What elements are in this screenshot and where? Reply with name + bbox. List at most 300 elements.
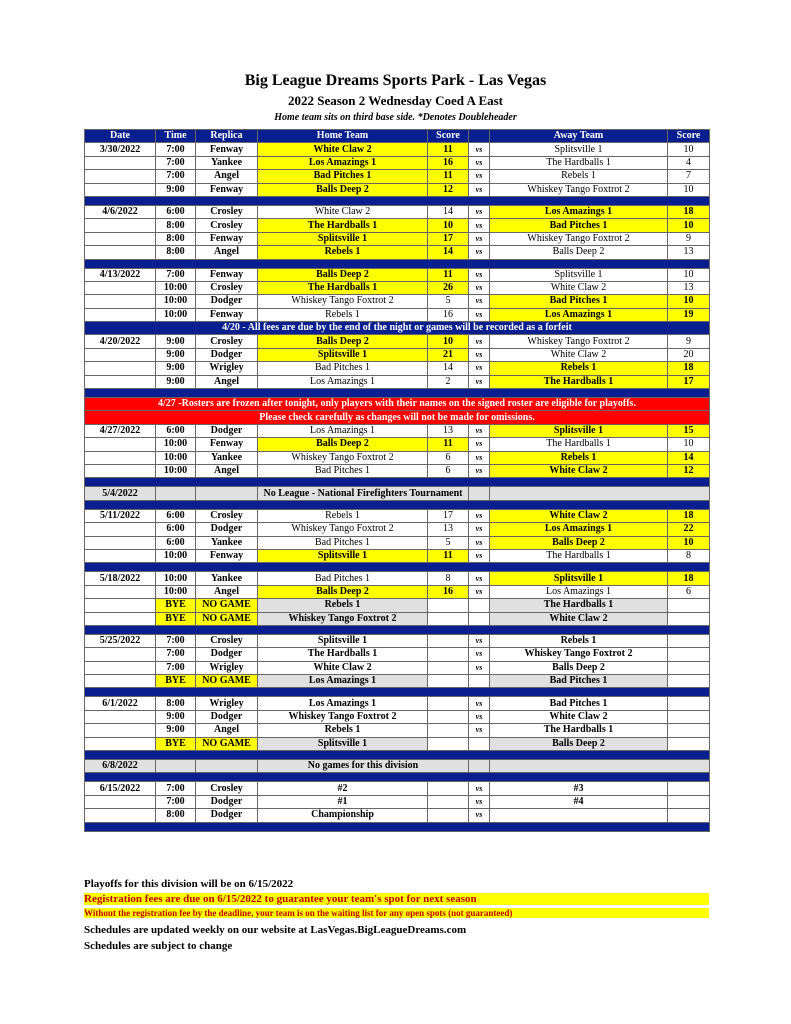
home-team: Balls Deep 2 (258, 335, 428, 348)
empty-cell (196, 760, 258, 773)
home-score: 6 (428, 451, 469, 464)
separator-cell (85, 259, 710, 268)
away-team: Rebels 1 (490, 362, 668, 375)
game-time: 7:00 (156, 648, 196, 661)
field-name: Yankee (196, 572, 258, 585)
field-name: Dodger (196, 424, 258, 437)
week-separator (85, 751, 710, 760)
home-score: 13 (428, 523, 469, 536)
away-team: Whiskey Tango Foxtrot 2 (490, 183, 668, 196)
home-score: 16 (428, 308, 469, 321)
away-score (668, 809, 710, 822)
away-team: Bad Pitches 1 (490, 219, 668, 232)
game-time: 10:00 (156, 438, 196, 451)
game-time: 7:00 (156, 795, 196, 808)
separator-cell (85, 688, 710, 697)
game-date (85, 308, 156, 321)
game-date (85, 362, 156, 375)
vs-label: vs (469, 724, 490, 737)
away-score: 10 (668, 295, 710, 308)
away-score (668, 661, 710, 674)
schedule-table (84, 129, 710, 832)
game-date (85, 795, 156, 808)
field-name: Dodger (196, 795, 258, 808)
game-row (85, 634, 710, 647)
vs-label: vs (469, 143, 490, 156)
home-score: 12 (428, 183, 469, 196)
away-team: Los Amazings 1 (490, 523, 668, 536)
away-team: Los Amazings 1 (490, 308, 668, 321)
vs-label: vs (469, 335, 490, 348)
away-team: The Hardballs 1 (490, 724, 668, 737)
separator-cell (85, 196, 710, 205)
game-row (85, 438, 710, 451)
game-row (85, 509, 710, 522)
vs-label: vs (469, 572, 490, 585)
no-game-label: NO GAME (196, 737, 258, 750)
home-score: 10 (428, 335, 469, 348)
away-score (668, 675, 710, 688)
field-name: Angel (196, 170, 258, 183)
game-time: 6:00 (156, 523, 196, 536)
away-team: #4 (490, 795, 668, 808)
field-name: Dodger (196, 348, 258, 361)
away-score (668, 697, 710, 710)
away-score: 10 (668, 438, 710, 451)
field-name: Fenway (196, 268, 258, 281)
home-score: 14 (428, 362, 469, 375)
no-game-label: NO GAME (196, 612, 258, 625)
playoffs-note: Playoffs for this division will be on 6/15/2022 (84, 878, 294, 890)
away-score: 9 (668, 232, 710, 245)
away-team: White Claw 2 (490, 710, 668, 723)
vs-label: vs (469, 634, 490, 647)
game-row (85, 308, 710, 321)
header-vs (469, 130, 490, 143)
game-row (85, 549, 710, 562)
empty-cell (490, 487, 710, 500)
vs-label: vs (469, 438, 490, 451)
away-score: 20 (668, 348, 710, 361)
home-team: Whiskey Tango Foxtrot 2 (258, 710, 428, 723)
home-team: The Hardballs 1 (258, 281, 428, 294)
game-row (85, 572, 710, 585)
week-separator (85, 625, 710, 634)
away-team: Balls Deep 2 (490, 661, 668, 674)
header-away-team: Away Team (490, 130, 668, 143)
home-team: #2 (258, 782, 428, 795)
game-date (85, 375, 156, 388)
home-score: 16 (428, 585, 469, 598)
away-score: 10 (668, 143, 710, 156)
away-team: The Hardballs 1 (490, 549, 668, 562)
game-time: 9:00 (156, 335, 196, 348)
game-date: 6/8/2022 (85, 760, 156, 773)
game-time: 9:00 (156, 348, 196, 361)
vs-label: vs (469, 648, 490, 661)
game-time: 8:00 (156, 809, 196, 822)
field-name: Crosley (196, 509, 258, 522)
home-team: Bad Pitches 1 (258, 362, 428, 375)
header-replica: Replica (196, 130, 258, 143)
waiting-note: Without the registration fee by the deadline, your team is on the waiting list for any open spots (not guaranteed) (84, 908, 709, 918)
notice-text: Please check carefully as changes will not be made for omissions. (85, 411, 710, 424)
game-date: 6/1/2022 (85, 697, 156, 710)
home-team: #1 (258, 795, 428, 808)
game-date (85, 219, 156, 232)
roster-notice-row (85, 398, 710, 411)
away-score (668, 782, 710, 795)
game-date (85, 809, 156, 822)
bye-away-team: Bad Pitches 1 (490, 675, 668, 688)
field-name: Dodger (196, 648, 258, 661)
game-row (85, 205, 710, 218)
game-date (85, 295, 156, 308)
game-date (85, 438, 156, 451)
away-score (668, 795, 710, 808)
game-time: 6:00 (156, 509, 196, 522)
header-date: Date (85, 130, 156, 143)
away-score: 10 (668, 219, 710, 232)
home-team: Whiskey Tango Foxtrot 2 (258, 451, 428, 464)
home-score: 10 (428, 219, 469, 232)
home-team: Balls Deep 2 (258, 438, 428, 451)
game-date: 4/13/2022 (85, 268, 156, 281)
home-team: Rebels 1 (258, 246, 428, 259)
field-name: Yankee (196, 451, 258, 464)
vs-label: vs (469, 281, 490, 294)
vs-label: vs (469, 536, 490, 549)
game-date: 4/27/2022 (85, 424, 156, 437)
home-score: 26 (428, 281, 469, 294)
away-team: Splitsville 1 (490, 572, 668, 585)
game-row (85, 710, 710, 723)
away-team: White Claw 2 (490, 281, 668, 294)
game-date (85, 464, 156, 477)
away-team: The Hardballs 1 (490, 375, 668, 388)
home-score (428, 737, 469, 750)
home-team: Bad Pitches 1 (258, 572, 428, 585)
bye-home-team: Los Amazings 1 (258, 675, 428, 688)
separator-cell (85, 500, 710, 509)
vs-label (469, 675, 490, 688)
bye-row (85, 612, 710, 625)
game-date (85, 536, 156, 549)
bye-home-team: Rebels 1 (258, 599, 428, 612)
home-team: The Hardballs 1 (258, 219, 428, 232)
game-time: 10:00 (156, 549, 196, 562)
game-time: 10:00 (156, 572, 196, 585)
away-team: Whiskey Tango Foxtrot 2 (490, 232, 668, 245)
vs-label: vs (469, 782, 490, 795)
game-row (85, 424, 710, 437)
away-team: Whiskey Tango Foxtrot 2 (490, 648, 668, 661)
notice-text: 4/20 - All fees are due by the end of the night or games will be recorded as a forfeit (85, 322, 710, 335)
home-team: Los Amazings 1 (258, 375, 428, 388)
game-row (85, 648, 710, 661)
field-name: Fenway (196, 183, 258, 196)
field-name: Angel (196, 724, 258, 737)
game-date: 4/6/2022 (85, 205, 156, 218)
game-date (85, 724, 156, 737)
game-row (85, 348, 710, 361)
field-name: Crosley (196, 782, 258, 795)
game-time: 9:00 (156, 724, 196, 737)
game-time: 10:00 (156, 295, 196, 308)
away-score: 10 (668, 268, 710, 281)
vs-label: vs (469, 464, 490, 477)
home-team: Rebels 1 (258, 509, 428, 522)
vs-label: vs (469, 549, 490, 562)
separator-cell (85, 625, 710, 634)
no-game-label: NO GAME (196, 675, 258, 688)
game-date (85, 599, 156, 612)
week-separator (85, 478, 710, 487)
bye-row (85, 599, 710, 612)
away-score: 13 (668, 281, 710, 294)
empty-cell (156, 760, 196, 773)
home-team: The Hardballs 1 (258, 648, 428, 661)
away-team: Splitsville 1 (490, 424, 668, 437)
game-date (85, 523, 156, 536)
away-score (668, 710, 710, 723)
game-time: 9:00 (156, 362, 196, 375)
home-score (428, 809, 469, 822)
home-score: 11 (428, 438, 469, 451)
vs-label: vs (469, 509, 490, 522)
bye-home-team: Splitsville 1 (258, 737, 428, 750)
header-time: Time (156, 130, 196, 143)
game-date (85, 675, 156, 688)
no-game-label: NO GAME (196, 599, 258, 612)
separator-cell (85, 773, 710, 782)
home-team: Bad Pitches 1 (258, 536, 428, 549)
game-date (85, 737, 156, 750)
field-name: Dodger (196, 295, 258, 308)
home-team: Whiskey Tango Foxtrot 2 (258, 523, 428, 536)
home-score: 2 (428, 375, 469, 388)
home-team: Splitsville 1 (258, 232, 428, 245)
game-row (85, 295, 710, 308)
field-name: Crosley (196, 335, 258, 348)
game-date: 6/15/2022 (85, 782, 156, 795)
away-team: Balls Deep 2 (490, 536, 668, 549)
away-score (668, 612, 710, 625)
away-team: Bad Pitches 1 (490, 295, 668, 308)
game-date: 3/30/2022 (85, 143, 156, 156)
away-team: Rebels 1 (490, 634, 668, 647)
game-time: 10:00 (156, 451, 196, 464)
away-score: 8 (668, 549, 710, 562)
game-row (85, 268, 710, 281)
home-score (428, 675, 469, 688)
game-time: 7:00 (156, 661, 196, 674)
game-row (85, 523, 710, 536)
bye-label: BYE (156, 737, 196, 750)
away-score: 18 (668, 362, 710, 375)
game-date (85, 183, 156, 196)
separator-cell (85, 751, 710, 760)
vs-label: vs (469, 295, 490, 308)
bye-away-team: The Hardballs 1 (490, 599, 668, 612)
empty-cell (156, 487, 196, 500)
home-team: White Claw 2 (258, 661, 428, 674)
game-date: 5/25/2022 (85, 634, 156, 647)
game-row (85, 536, 710, 549)
field-name: Crosley (196, 205, 258, 218)
home-score: 11 (428, 143, 469, 156)
home-score (428, 648, 469, 661)
separator-cell (85, 389, 710, 398)
vs-label: vs (469, 205, 490, 218)
page-title: Big League Dreams Sports Park - Las Vegas (244, 72, 547, 89)
game-time: 10:00 (156, 585, 196, 598)
game-time: 7:00 (156, 634, 196, 647)
week-separator (85, 500, 710, 509)
no-games-text: No League - National Firefighters Tournament (258, 487, 469, 500)
game-date (85, 648, 156, 661)
field-name: Angel (196, 246, 258, 259)
home-team: Rebels 1 (258, 724, 428, 737)
game-date (85, 585, 156, 598)
field-name: Dodger (196, 809, 258, 822)
away-score: 4 (668, 156, 710, 169)
away-team: Los Amazings 1 (490, 585, 668, 598)
field-name: Fenway (196, 308, 258, 321)
away-team: Balls Deep 2 (490, 246, 668, 259)
field-name: Angel (196, 464, 258, 477)
home-score (428, 599, 469, 612)
away-team: Rebels 1 (490, 451, 668, 464)
game-row (85, 183, 710, 196)
away-score: 15 (668, 424, 710, 437)
game-date (85, 156, 156, 169)
vs-label: vs (469, 523, 490, 536)
game-row (85, 156, 710, 169)
vs-label: vs (469, 585, 490, 598)
vs-label: vs (469, 809, 490, 822)
away-team: #3 (490, 782, 668, 795)
home-team: Bad Pitches 1 (258, 464, 428, 477)
away-team: Whiskey Tango Foxtrot 2 (490, 335, 668, 348)
game-row (85, 281, 710, 294)
home-team: White Claw 2 (258, 143, 428, 156)
home-team: Splitsville 1 (258, 348, 428, 361)
home-score: 13 (428, 424, 469, 437)
bye-label: BYE (156, 675, 196, 688)
away-team: The Hardballs 1 (490, 156, 668, 169)
game-row (85, 464, 710, 477)
vs-label: vs (469, 697, 490, 710)
away-score: 9 (668, 335, 710, 348)
field-name: Wrigley (196, 697, 258, 710)
field-name: Dodger (196, 710, 258, 723)
game-date (85, 281, 156, 294)
week-separator (85, 773, 710, 782)
vs-label: vs (469, 219, 490, 232)
away-team: Los Amazings 1 (490, 205, 668, 218)
home-score (428, 634, 469, 647)
week-separator (85, 196, 710, 205)
home-team: Rebels 1 (258, 308, 428, 321)
home-score: 17 (428, 509, 469, 522)
game-row (85, 782, 710, 795)
home-team: White Claw 2 (258, 205, 428, 218)
game-time: 6:00 (156, 536, 196, 549)
home-score: 11 (428, 170, 469, 183)
field-name: Crosley (196, 219, 258, 232)
home-team: Bad Pitches 1 (258, 170, 428, 183)
game-time: 10:00 (156, 281, 196, 294)
game-row (85, 375, 710, 388)
vs-label (469, 737, 490, 750)
game-date: 4/20/2022 (85, 335, 156, 348)
away-score: 7 (668, 170, 710, 183)
bye-row (85, 737, 710, 750)
game-date (85, 170, 156, 183)
away-score: 18 (668, 509, 710, 522)
vs-label: vs (469, 424, 490, 437)
vs-label (469, 612, 490, 625)
empty-cell (469, 760, 490, 773)
away-team: Splitsville 1 (490, 268, 668, 281)
game-date (85, 612, 156, 625)
game-date: 5/4/2022 (85, 487, 156, 500)
vs-label: vs (469, 362, 490, 375)
empty-cell (469, 487, 490, 500)
vs-label: vs (469, 375, 490, 388)
field-name: Fenway (196, 438, 258, 451)
field-name: Yankee (196, 156, 258, 169)
home-team: Los Amazings 1 (258, 424, 428, 437)
away-score: 18 (668, 572, 710, 585)
game-time: 7:00 (156, 268, 196, 281)
notice-text: 4/27 -Rosters are frozen after tonight, only players with their names on the signed roster are eligible for playoffs. (85, 398, 710, 411)
home-score: 14 (428, 246, 469, 259)
away-team: Splitsville 1 (490, 143, 668, 156)
vs-label: vs (469, 156, 490, 169)
game-time: 7:00 (156, 156, 196, 169)
game-time: 10:00 (156, 308, 196, 321)
field-name: Fenway (196, 549, 258, 562)
home-score (428, 710, 469, 723)
game-row (85, 246, 710, 259)
game-time: 10:00 (156, 464, 196, 477)
game-row (85, 809, 710, 822)
header-home-team: Home Team (258, 130, 428, 143)
away-score (668, 648, 710, 661)
home-team: Whiskey Tango Foxtrot 2 (258, 295, 428, 308)
header-away-score: Score (668, 130, 710, 143)
game-time: 8:00 (156, 246, 196, 259)
game-row (85, 724, 710, 737)
field-name: Dodger (196, 523, 258, 536)
vs-label: vs (469, 795, 490, 808)
bye-home-team: Whiskey Tango Foxtrot 2 (258, 612, 428, 625)
field-name: Angel (196, 585, 258, 598)
vs-label: vs (469, 661, 490, 674)
home-score: 17 (428, 232, 469, 245)
home-team: Splitsville 1 (258, 549, 428, 562)
game-row (85, 585, 710, 598)
game-time: 7:00 (156, 170, 196, 183)
home-score (428, 661, 469, 674)
game-date: 5/11/2022 (85, 509, 156, 522)
header-home-score: Score (428, 130, 469, 143)
home-score: 16 (428, 156, 469, 169)
away-team: White Claw 2 (490, 509, 668, 522)
field-name: Wrigley (196, 362, 258, 375)
